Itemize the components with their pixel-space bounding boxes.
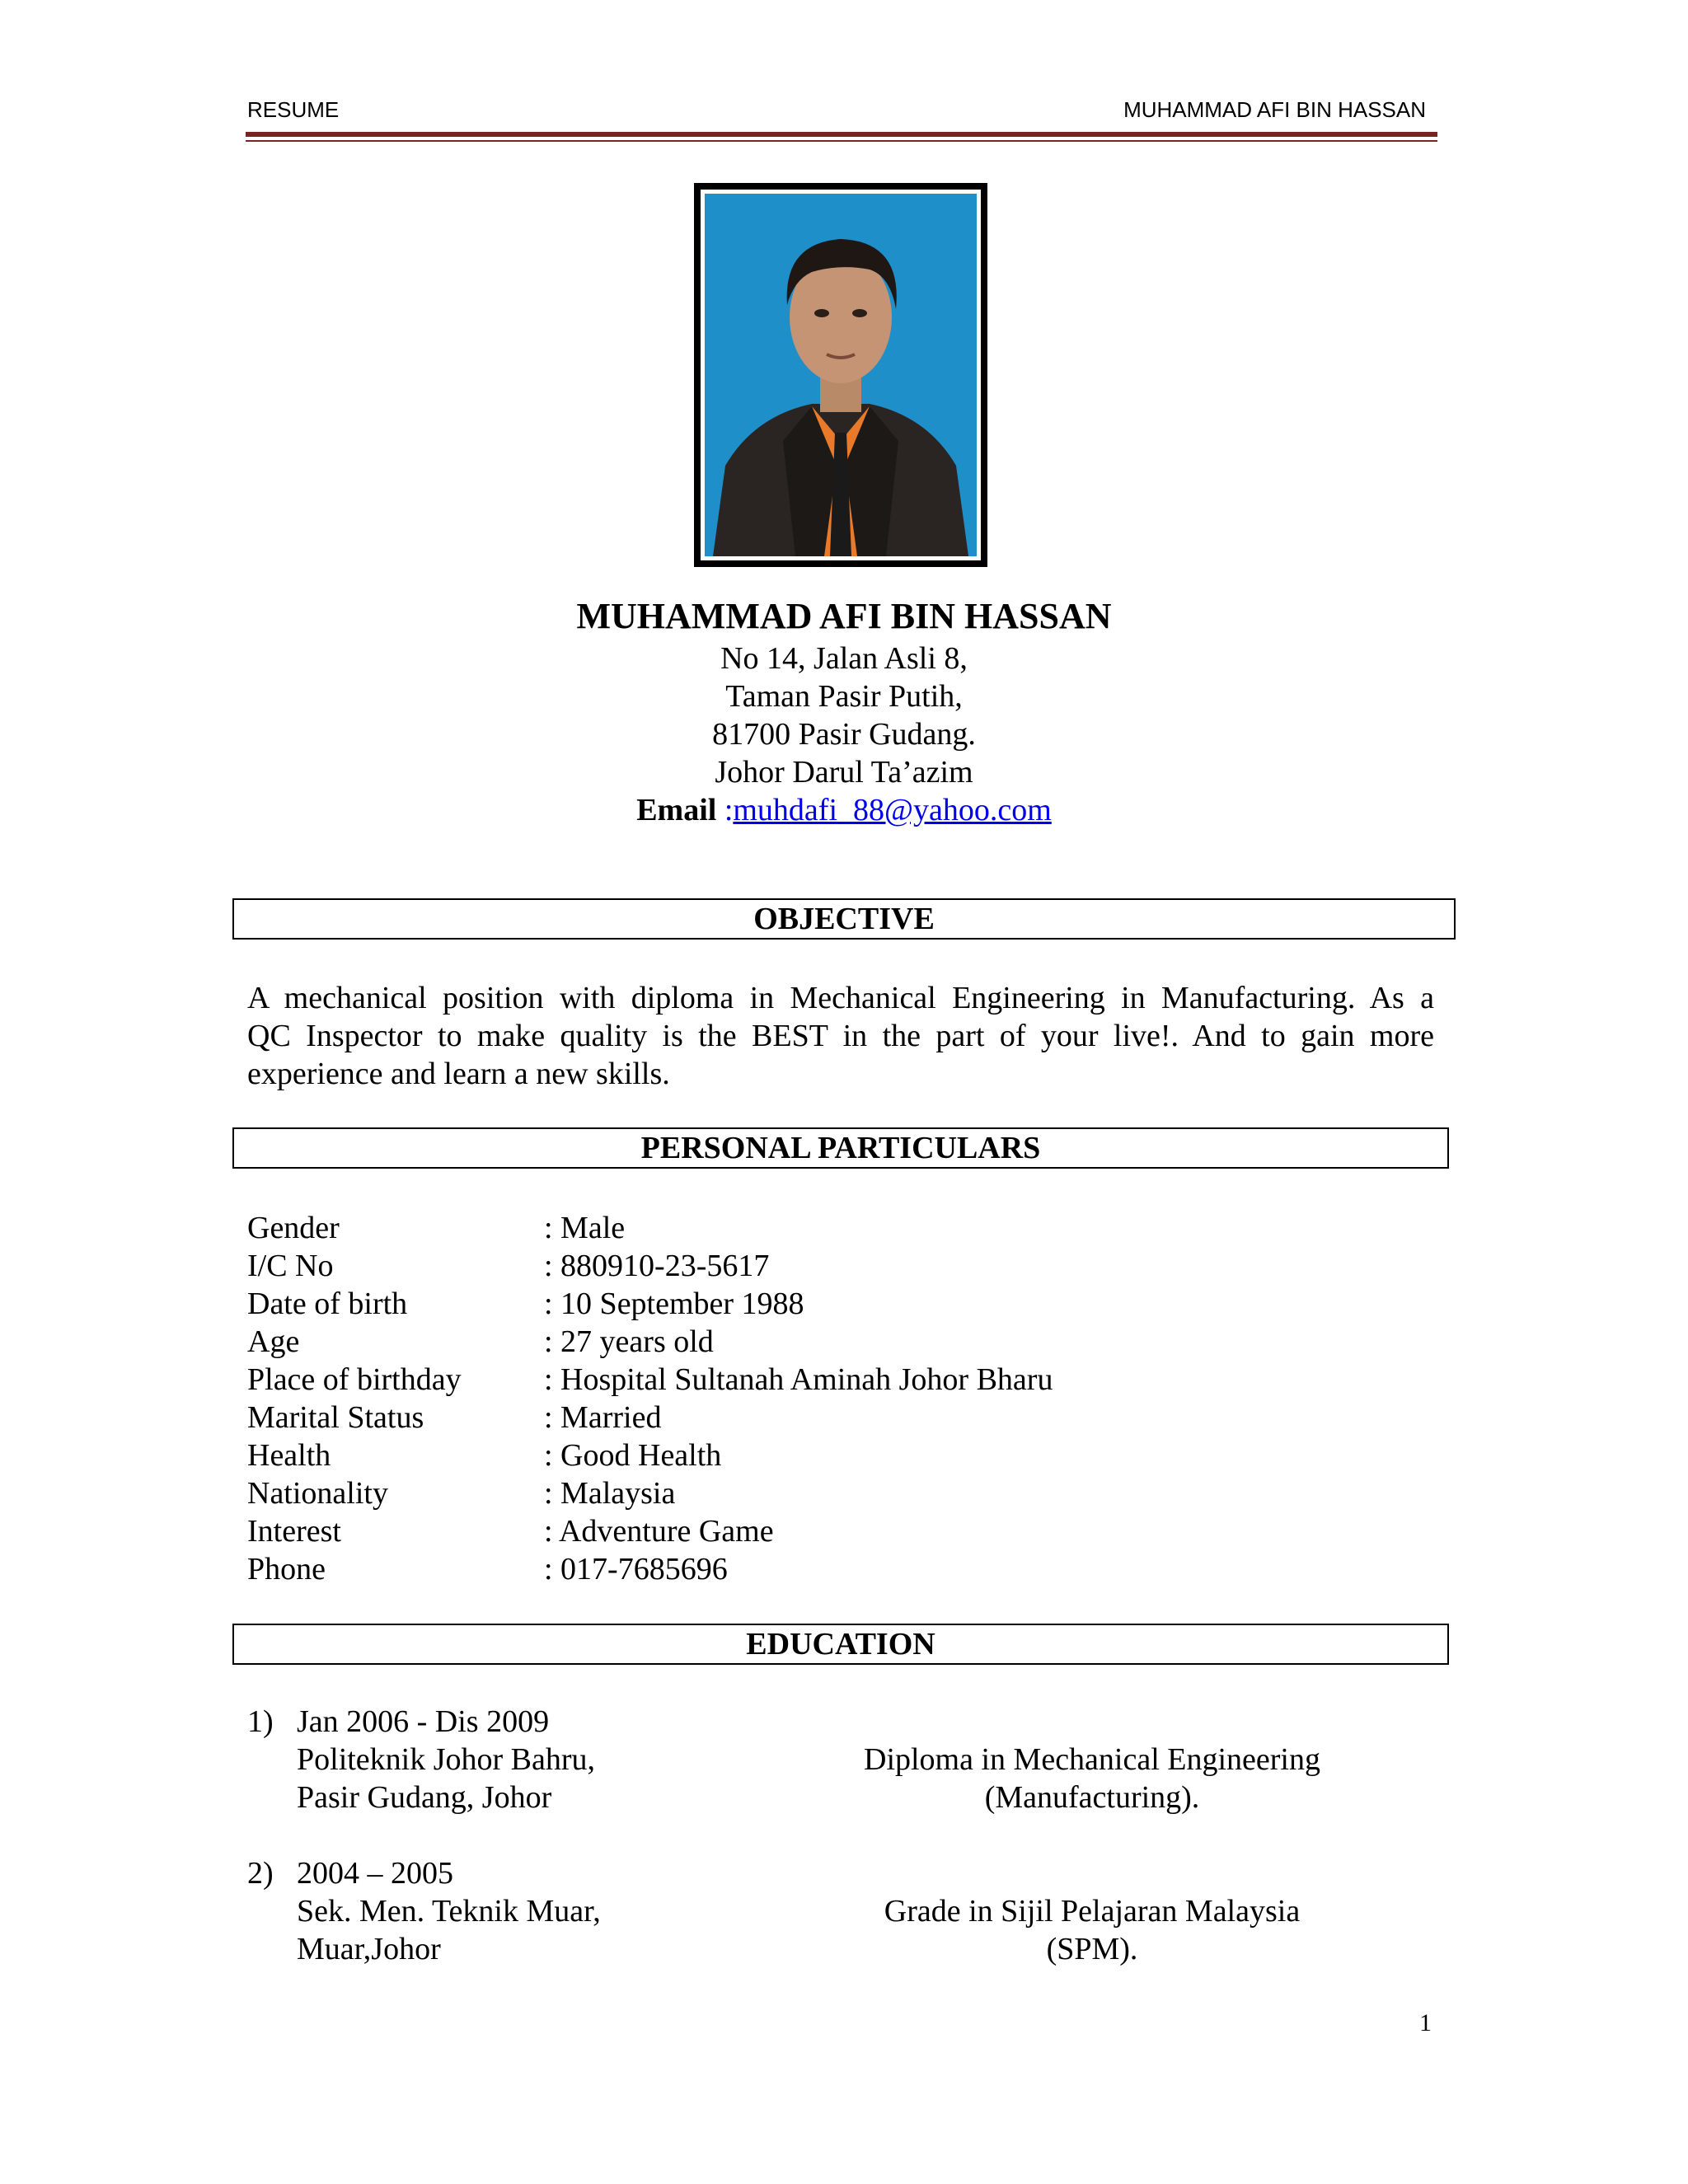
email-link[interactable]: muhdafi_88@yahoo.com <box>733 793 1052 827</box>
particular-label: Phone <box>247 1552 326 1586</box>
particular-label: Marital Status <box>247 1400 424 1435</box>
particular-label: Gender <box>247 1211 340 1245</box>
education-school: Politeknik Johor Bahru, <box>297 1742 596 1777</box>
profile-photo <box>694 183 987 567</box>
education-school-location: Muar,Johor <box>297 1932 441 1966</box>
particular-label: Date of birth <box>247 1286 408 1321</box>
email-line <box>0 791 1688 829</box>
particular-value: : Married <box>544 1400 662 1435</box>
email-colon: : <box>724 793 734 827</box>
address-line-4: Johor Darul Ta’azim <box>715 755 973 790</box>
particular-row-dob <box>247 1285 1401 1323</box>
particular-row-health <box>247 1436 1401 1474</box>
particular-value: : Malaysia <box>544 1476 676 1511</box>
address-block <box>0 640 1688 829</box>
education-period: 2004 – 2005 <box>297 1856 453 1891</box>
address-line-1: No 14, Jalan Asli 8, <box>720 641 968 676</box>
education-award-detail: (Manufacturing). <box>984 1780 1200 1815</box>
header-rule-thick <box>246 132 1437 137</box>
particular-value: : 10 September 1988 <box>544 1286 804 1321</box>
objective-line-1: A mechanical position with diploma in Mechanical Engineering in Manufacturing. As a <box>247 981 1434 1015</box>
portrait-image <box>705 194 977 556</box>
objective-heading: OBJECTIVE <box>232 898 1456 940</box>
page-number: 1 <box>1419 2009 1432 2036</box>
email-label: Email <box>636 793 717 827</box>
particular-row-age <box>247 1323 1401 1361</box>
particular-value: : 017-7685696 <box>544 1552 728 1586</box>
education-number: 2) <box>247 1856 274 1891</box>
education-award: Grade in Sijil Pelajaran Malaysia <box>884 1894 1301 1929</box>
particular-value: : 27 years old <box>544 1324 714 1359</box>
education-school-location: Pasir Gudang, Johor <box>297 1780 552 1815</box>
education-award: Diploma in Mechanical Engineering <box>864 1742 1320 1777</box>
objective-line-3: experience and learn a new skills. <box>247 1057 670 1091</box>
personal-particulars-list <box>247 1209 1401 1588</box>
particular-value: : Hospital Sultanah Aminah Johor Bharu <box>544 1362 1053 1397</box>
header-rule-thin <box>246 140 1437 142</box>
particular-row-phone <box>247 1550 1401 1588</box>
particular-row-interest <box>247 1512 1401 1550</box>
objective-text <box>247 979 1434 1093</box>
particular-label: Place of birthday <box>247 1362 462 1397</box>
particular-label: I/C No <box>247 1249 334 1283</box>
particular-row-birthplace <box>247 1361 1401 1399</box>
particular-label: Interest <box>247 1514 341 1549</box>
particular-value: : 880910-23-5617 <box>544 1249 770 1283</box>
particular-value: : Male <box>544 1211 626 1245</box>
candidate-name: MUHAMMAD AFI BIN HASSAN <box>576 596 1112 636</box>
education-school: Sek. Men. Teknik Muar, <box>297 1894 601 1929</box>
particular-row-nationality <box>247 1474 1401 1512</box>
particular-row-gender <box>247 1209 1401 1247</box>
particular-label: Health <box>247 1438 331 1473</box>
objective-line-2: QC Inspector to make quality is the BEST in the part of your live!. And to gain more <box>247 1019 1434 1053</box>
address-line-2: Taman Pasir Putih, <box>725 679 963 714</box>
header-right-text: MUHAMMAD AFI BIN HASSAN <box>1123 97 1426 122</box>
particular-row-marital <box>247 1399 1401 1436</box>
address-line-3: 81700 Pasir Gudang. <box>712 717 976 752</box>
education-period: Jan 2006 - Dis 2009 <box>297 1704 550 1739</box>
education-award-detail: (SPM). <box>1046 1932 1138 1966</box>
particular-label: Age <box>247 1324 300 1359</box>
personal-particulars-heading: PERSONAL PARTICULARS <box>232 1127 1449 1169</box>
running-header <box>246 97 1432 124</box>
particular-value: : Adventure Game <box>544 1514 774 1549</box>
particular-row-ic <box>247 1247 1401 1285</box>
particular-label: Nationality <box>247 1476 388 1511</box>
education-heading: EDUCATION <box>232 1624 1449 1665</box>
header-left-text: RESUME <box>247 97 340 122</box>
education-number: 1) <box>247 1704 274 1739</box>
particular-value: : Good Health <box>544 1438 722 1473</box>
